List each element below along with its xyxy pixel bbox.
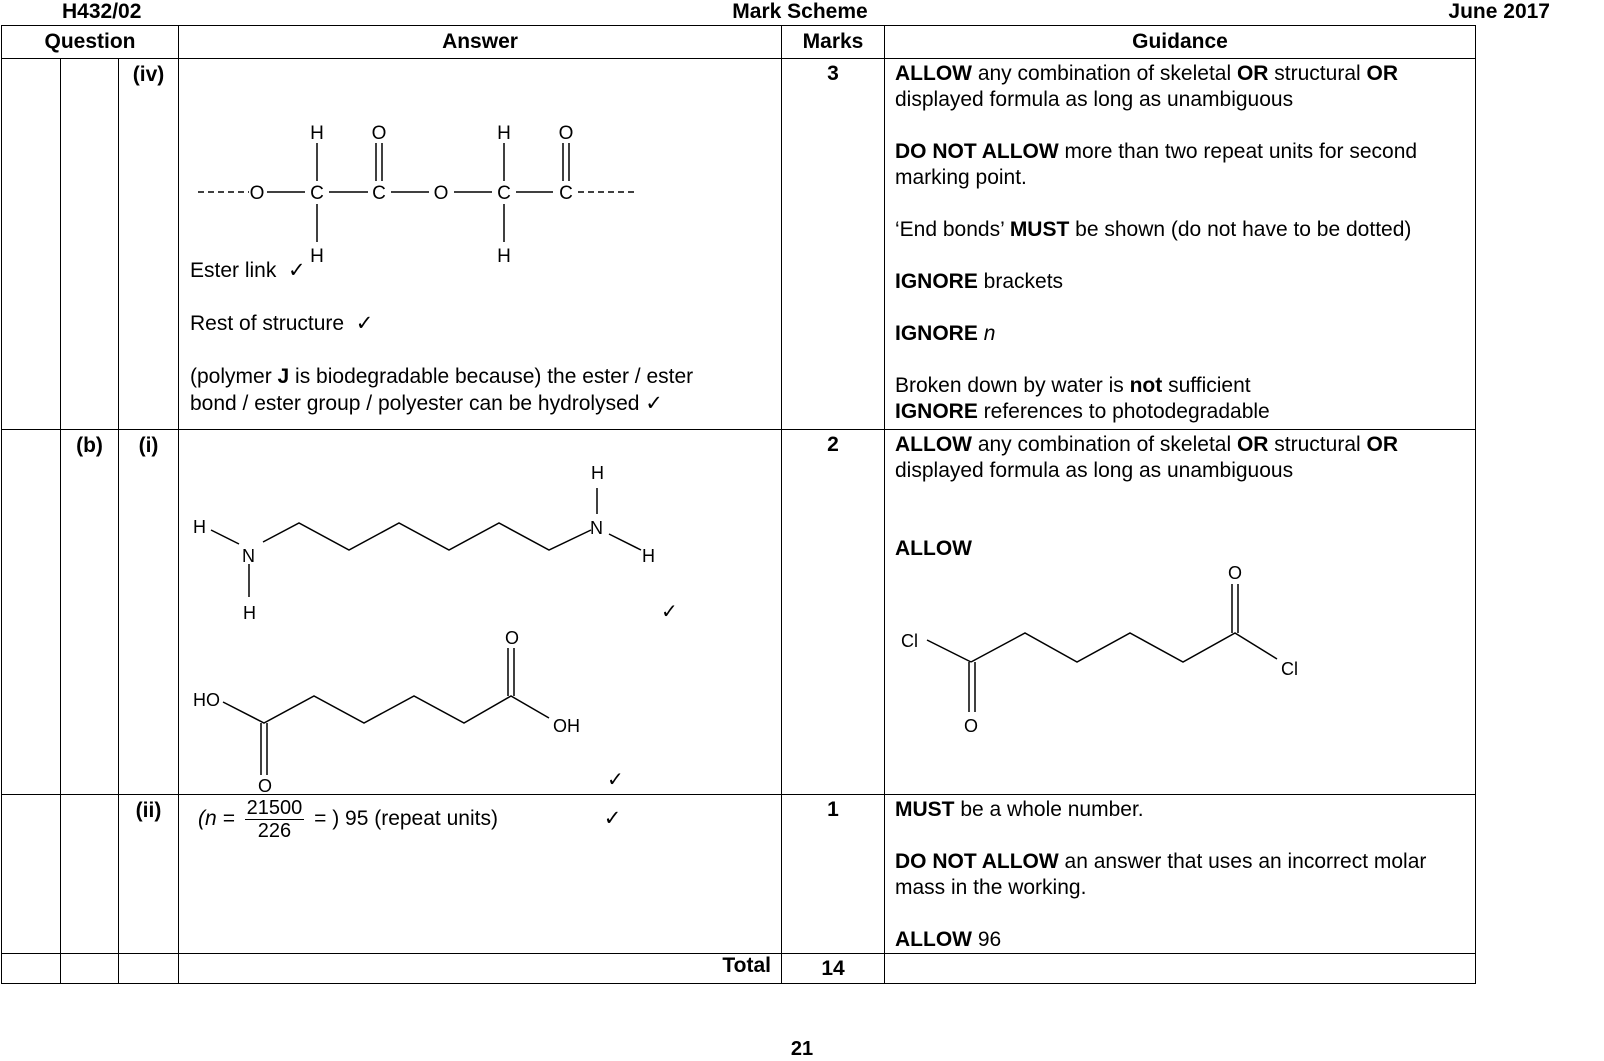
atom-h: H [310, 123, 324, 144]
atom-h: H [310, 246, 324, 267]
answer-cell-iv [179, 59, 782, 430]
atom-cl: Cl [1281, 659, 1298, 679]
atom-h: H [497, 123, 511, 144]
atom-oh: OH [553, 716, 580, 736]
diamine-and-diacid-structures [179, 430, 782, 795]
atom-o: O [964, 716, 979, 736]
tick-icon: ✓ [288, 258, 306, 282]
atom-n: N [590, 518, 603, 538]
marks-value: 2 [782, 430, 885, 795]
answer-cell-b-i [179, 430, 782, 795]
guidance-cell-b-i: ALLOW any combination of skeletal OR structural OR displayed formula as long as unambiguous ALLOW Cl O O Cl [885, 430, 1476, 795]
doc-title: Mark Scheme [732, 0, 868, 23]
question-number: (i) [119, 430, 179, 795]
question-part: (b) [61, 430, 119, 795]
col-header-question: Question [2, 26, 179, 59]
tick-icon: ✓ [661, 599, 678, 623]
atom-c: C [497, 183, 511, 204]
rest-of-structure-point: Rest of structure ✓ [190, 311, 374, 335]
atom-o: O [249, 183, 265, 204]
atom-n: N [242, 546, 255, 566]
col-header-marks: Marks [782, 26, 885, 59]
atom-o: O [558, 123, 574, 144]
table-row-b-ii [2, 795, 1476, 954]
marks-value: 1 [782, 795, 885, 954]
total-label: Total [179, 954, 782, 984]
atom-h: H [497, 246, 511, 267]
col-header-answer: Answer [179, 26, 782, 59]
atom-c: C [372, 183, 386, 204]
guidance-cell-b-ii: MUST be a whole number. DO NOT ALLOW an answer that uses an incorrect molar mass in the working. ALLOW 96 [885, 795, 1476, 954]
biodegradable-point: (polymer J is biodegradable because) the ester / ester bond / ester group / polyester can be hydrolysed ✓ [190, 365, 694, 415]
diacyl-chloride-structure [885, 560, 1476, 760]
atom-ho: HO [193, 690, 220, 710]
atom-h: H [642, 546, 655, 566]
marks-value: 3 [782, 59, 885, 430]
mark-scheme-table [1, 25, 1476, 984]
atom-cl: Cl [901, 631, 918, 651]
atom-h: H [243, 603, 256, 623]
total-row [2, 954, 1476, 984]
question-number: (iv) [119, 59, 179, 430]
n-prefix: (n = [198, 807, 235, 831]
tick-icon: ✓ [603, 806, 622, 831]
doc-date: June 2017 [1448, 0, 1550, 23]
fraction: $\frac{21500}{226}$ [246, 797, 303, 842]
atom-c: C [559, 183, 573, 204]
page-number: 21 [790, 1038, 814, 1060]
atom-h: H [591, 463, 604, 483]
table-row-b-i [2, 430, 1476, 795]
atom-o: O [505, 628, 520, 648]
total-marks: 14 [782, 954, 885, 984]
tick-icon: ✓ [607, 767, 624, 791]
answer-cell-b-ii [179, 795, 782, 954]
ester-link-point: Ester link ✓ [190, 258, 306, 282]
repeat-units-answer: = ) 95 (repeat units) [314, 807, 498, 831]
atom-o: O [371, 123, 387, 144]
tick-icon: ✓ [355, 311, 374, 335]
guidance-cell-iv: ALLOW any combination of skeletal OR structural OR displayed formula as long as unambiguous DO NOT ALLOW more than two repeat units for second marking point. ‘End bonds’ MUST be shown (do not have to be dotted) IGNORE brackets IGNORE n Broken down by water is not sufficient IGNORE references to photodegradable [885, 59, 1476, 430]
col-header-guidance: Guidance [885, 26, 1476, 59]
polyester-structure [179, 59, 782, 267]
atom-c: C [310, 183, 324, 204]
doc-code: H432/02 [62, 0, 142, 23]
table-row-iv [2, 59, 1476, 430]
question-number: (ii) [119, 795, 179, 954]
atom-o: O [433, 183, 449, 204]
atom-o: O [1228, 563, 1243, 583]
atom-o: O [258, 776, 273, 796]
tick-icon: ✓ [645, 391, 663, 415]
header-row [2, 26, 1476, 59]
atom-h: H [193, 517, 206, 537]
